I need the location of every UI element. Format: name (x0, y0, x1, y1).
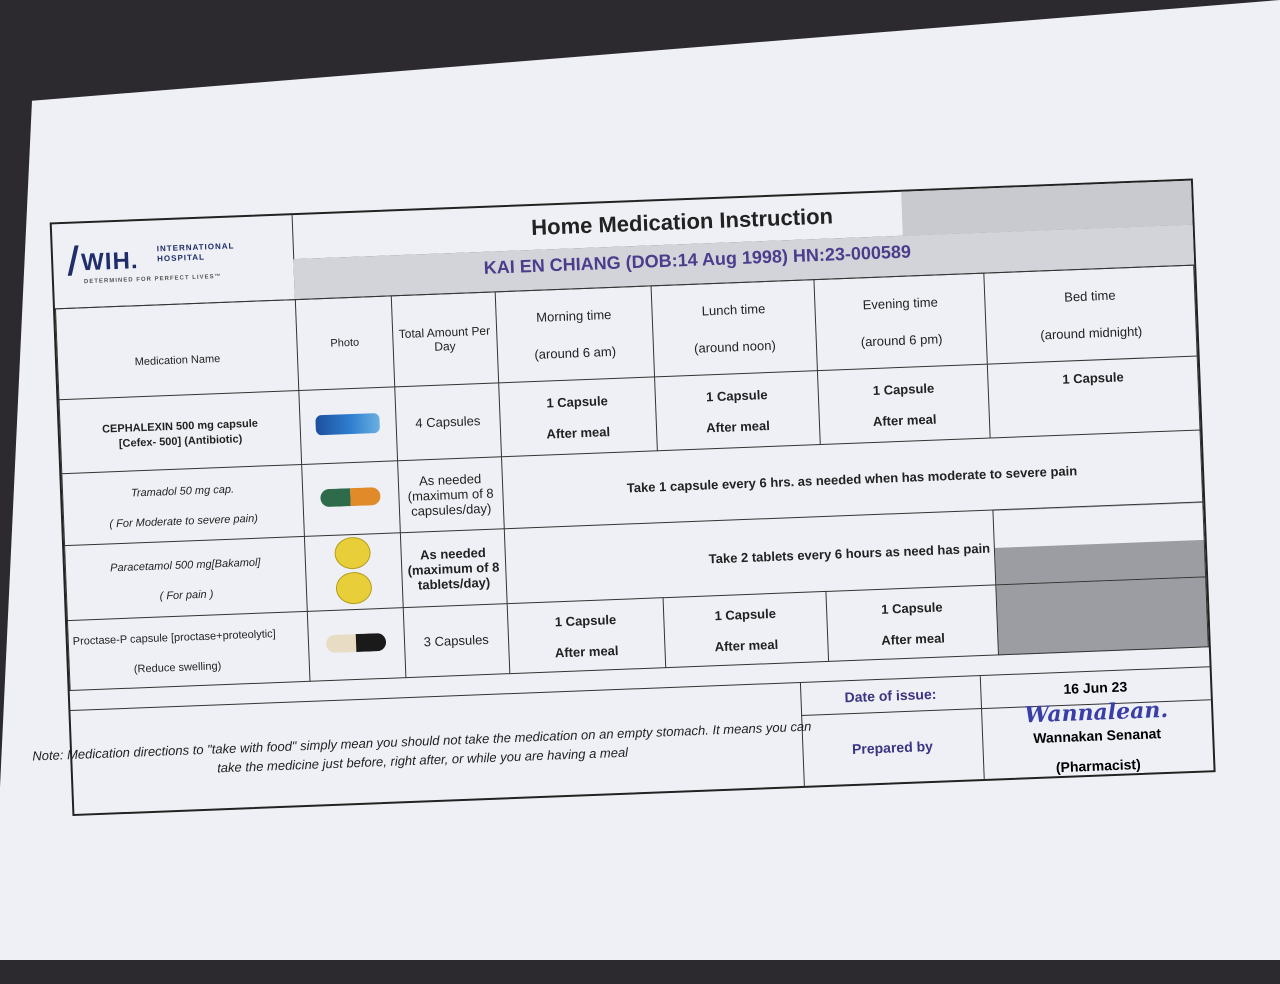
lunch-cell (663, 591, 829, 667)
lunch-dose: 1 Capsule (705, 386, 768, 404)
med-detail: [Cefex- 500] (Antibiotic) (118, 432, 243, 450)
lunch-when: After meal (705, 417, 771, 435)
med-name-cell (59, 391, 301, 474)
logo-side-line1: INTERNATIONAL (156, 241, 235, 254)
gray-cell (993, 502, 1206, 585)
med-photo-cell (307, 608, 406, 682)
morning-dose: 1 Capsule (546, 392, 609, 411)
morning-dose: 1 Capsule (554, 611, 617, 629)
medication-form (32, 179, 1216, 816)
med-detail: (Reduce swelling) (133, 660, 222, 676)
med-name: Paracetamol 500 mg[Bakamol] (109, 556, 261, 574)
med-name-cell (62, 464, 304, 545)
morning-when: After meal (554, 642, 619, 660)
yellow-tablet-icon (334, 536, 371, 569)
morning-cell (507, 598, 665, 674)
hospital-logo (52, 215, 296, 309)
black-white-capsule-icon (326, 633, 387, 653)
med-photo-cell (299, 387, 398, 465)
col-evening (814, 273, 987, 370)
bed-cell (988, 356, 1200, 438)
bed-dose: 1 Capsule (1062, 369, 1124, 387)
med-photo-cell (304, 533, 403, 612)
col-medication-name: Medication Name (55, 300, 298, 400)
logo-side-line2: HOSPITAL (156, 252, 206, 264)
date-value: 16 Jun 23 (980, 667, 1211, 709)
col-total: Total Amount Per Day (391, 292, 498, 387)
med-total: 3 Capsules (403, 604, 510, 678)
lunch-when: After meal (714, 636, 779, 654)
date-label: Date of issue: (800, 676, 982, 716)
med-detail: ( For Moderate to severe pain) (109, 512, 259, 531)
evening-dose: 1 Capsule (880, 598, 943, 617)
green-orange-capsule-icon (320, 487, 381, 507)
col-bed-sub: (around midnight) (1040, 323, 1143, 343)
signature: Wannalean. (1024, 696, 1169, 729)
col-lunch-label: Lunch time (701, 301, 766, 319)
logo-mark-icon (68, 245, 79, 275)
med-name: Proctase-P capsule [proctase+proteolytic] (72, 628, 276, 648)
col-bed (984, 265, 1197, 364)
col-evening-label: Evening time (862, 294, 939, 313)
med-instruction: Take 1 capsule every 6 hrs. as needed when has moderate to severe pain (501, 430, 1203, 529)
col-evening-sub: (around 6 pm) (860, 331, 943, 350)
prepared-label: Prepared by (801, 708, 985, 787)
col-lunch (651, 280, 818, 377)
col-bed-label: Bed time (1063, 287, 1116, 305)
col-photo: Photo (295, 296, 394, 391)
medication-table (55, 265, 1209, 691)
med-name: CEPHALEXIN 500 mg capsule (101, 417, 259, 436)
med-instruction: Take 2 tablets every 6 hours as need has pain (504, 510, 996, 604)
med-photo-cell (301, 461, 400, 537)
morning-when: After meal (546, 423, 611, 442)
yellow-tablets-icon (331, 556, 377, 608)
med-name-cell (67, 611, 309, 690)
footer-section (32, 666, 1213, 815)
yellow-tablet-icon (336, 571, 373, 604)
morning-cell (498, 377, 657, 457)
gray-cell (996, 577, 1208, 655)
med-total: As needed (maximum of 8 capsules/day) (397, 457, 504, 533)
prepared-value (981, 696, 1214, 780)
lunch-dose: 1 Capsule (714, 605, 777, 623)
pharmacist-name: Wannakan Senanat (1032, 725, 1162, 747)
col-morning-label: Morning time (535, 306, 612, 325)
med-total: As needed (maximum of 8 tablets/day) (400, 529, 507, 608)
pharmacist-role: (Pharmacist) (1055, 755, 1141, 776)
evening-dose: 1 Capsule (872, 380, 935, 398)
evening-cell (826, 585, 998, 661)
note-text: Note: Medication directions to "take with food" simply mean you should not take the medication on an empty stomach. It means you can take the medicine just before, right after, or while you are having a meal (32, 718, 812, 776)
med-detail: ( For pain ) (159, 587, 214, 603)
patient-info: KAI EN CHIANG (DOB:14 Aug 1998) HN:23-000589 (483, 241, 912, 278)
col-morning-sub: (around 6 am) (534, 343, 617, 362)
logo-tagline: DETERMINED FOR PERFECT LIVES™ (83, 273, 222, 286)
note-box (32, 683, 812, 815)
lunch-cell (654, 371, 821, 451)
blue-capsule-icon (316, 413, 381, 435)
col-lunch-sub: (around noon) (693, 337, 777, 356)
med-name: Tramadol 50 mg cap. (130, 483, 235, 500)
med-name-cell (65, 536, 307, 620)
evening-when: After meal (881, 629, 946, 648)
logo-side-text (157, 241, 235, 264)
page-title: Home Medication Instruction (530, 203, 834, 240)
logo-main-text: WIH. (80, 247, 140, 277)
evening-when: After meal (872, 411, 937, 429)
med-total: 4 Capsules (394, 383, 501, 461)
evening-cell (818, 364, 991, 444)
col-morning (495, 286, 654, 383)
